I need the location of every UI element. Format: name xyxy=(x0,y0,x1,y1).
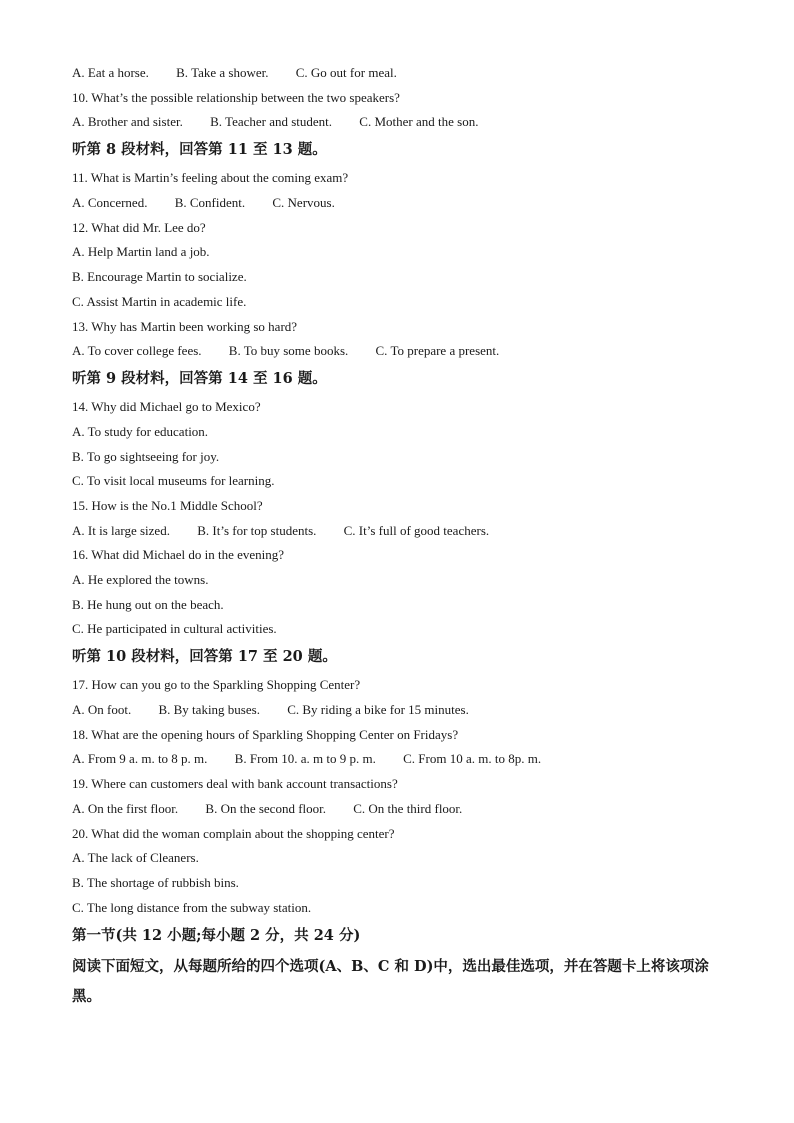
section-9-heading: 听第 9 段材料，回答第 14 至 16 题。 xyxy=(72,370,327,387)
q13-option-c: C. To prepare a present. xyxy=(375,343,500,358)
q16-question: 16. What did Michael do in the evening? xyxy=(72,547,285,562)
q9-option-c: C. Go out for meal. xyxy=(295,65,397,80)
q17-option-b: B. By taking buses. xyxy=(158,702,260,717)
q18-question: 18. What are the opening hours of Sparkling Shopping Center on Fridays? xyxy=(72,727,459,742)
section-8-heading: 听第 8 段材料，回答第 11 至 13 题。 xyxy=(72,141,327,158)
q18-options xyxy=(72,750,541,768)
section-10-heading: 听第 10 段材料，回答第 17 至 20 题。 xyxy=(72,648,337,665)
part-heading: 第一节(共 12 小题;每小题 2 分，共 24 分) xyxy=(72,927,361,944)
q20-option-b: B. The shortage of rubbish bins. xyxy=(72,875,239,890)
q17-options xyxy=(72,701,469,719)
q17-question: 17. How can you go to the Sparkling Shopping Center? xyxy=(72,677,361,692)
q10-option-b: B. Teacher and student. xyxy=(210,114,333,129)
q10-question: 10. What’s the possible relationship between the two speakers? xyxy=(72,90,400,105)
q16-option-c: C. He participated in cultural activities. xyxy=(72,621,277,636)
q13-option-a: A. To cover college fees. xyxy=(72,343,202,358)
q20-question: 20. What did the woman complain about the shopping center? xyxy=(72,826,395,841)
q15-question: 15. How is the No.1 Middle School? xyxy=(72,498,263,513)
q15-option-c: C. It’s full of good teachers. xyxy=(343,523,490,538)
q16-option-b: B. He hung out on the beach. xyxy=(72,597,224,612)
q13-options xyxy=(72,342,499,360)
q12-question: 12. What did Mr. Lee do? xyxy=(72,220,206,235)
q9-option-b: B. Take a shower. xyxy=(176,65,269,80)
q17-option-a: A. On foot. xyxy=(72,702,132,717)
q13-question: 13. Why has Martin been working so hard? xyxy=(72,319,298,334)
q16-option-a: A. He explored the towns. xyxy=(72,572,209,587)
q19-option-b: B. On the second floor. xyxy=(205,801,326,816)
q12-option-c: C. Assist Martin in academic life. xyxy=(72,294,247,309)
q14-question: 14. Why did Michael go to Mexico? xyxy=(72,399,261,414)
q15-option-a: A. It is large sized. xyxy=(72,523,170,538)
q13-option-b: B. To buy some books. xyxy=(228,343,349,358)
q14-option-b: B. To go sightseeing for joy. xyxy=(72,449,220,464)
q11-option-c: C. Nervous. xyxy=(272,195,335,210)
q17-option-c: C. By riding a bike for 15 minutes. xyxy=(287,702,469,717)
q18-option-b: B. From 10. a. m to 9 p. m. xyxy=(234,751,376,766)
q19-option-a: A. On the first floor. xyxy=(72,801,179,816)
q20-option-a: A. The lack of Cleaners. xyxy=(72,850,199,865)
q10-option-a: A. Brother and sister. xyxy=(72,114,183,129)
q11-question: 11. What is Martin’s feeling about the coming exam? xyxy=(72,170,349,185)
q11-options xyxy=(72,194,335,212)
q15-option-b: B. It’s for top students. xyxy=(197,523,317,538)
q10-options xyxy=(72,113,478,131)
q14-option-a: A. To study for education. xyxy=(72,424,209,439)
q19-options xyxy=(72,800,462,818)
q15-options xyxy=(72,522,489,540)
q20-option-c: C. The long distance from the subway station. xyxy=(72,900,312,915)
q11-option-b: B. Confident. xyxy=(174,195,246,210)
q12-option-a: A. Help Martin land a job. xyxy=(72,244,210,259)
q11-option-a: A. Concerned. xyxy=(72,195,148,210)
q9-option-a: A. Eat a horse. xyxy=(72,65,149,80)
q18-option-a: A. From 9 a. m. to 8 p. m. xyxy=(72,751,208,766)
reading-instruction: 阅读下面短文，从每题所给的四个选项(A、B、C 和 D)中，选出最佳选项，并在答题卡上将该项涂黑。 xyxy=(72,958,709,1005)
q14-option-c: C. To visit local museums for learning. xyxy=(72,473,275,488)
q12-option-b: B. Encourage Martin to socialize. xyxy=(72,269,247,284)
q10-option-c: C. Mother and the son. xyxy=(359,114,479,129)
q19-question: 19. Where can customers deal with bank account transactions? xyxy=(72,776,398,791)
q9-options xyxy=(72,64,397,82)
q18-option-c: C. From 10 a. m. to 8p. m. xyxy=(403,751,542,766)
q19-option-c: C. On the third floor. xyxy=(353,801,463,816)
